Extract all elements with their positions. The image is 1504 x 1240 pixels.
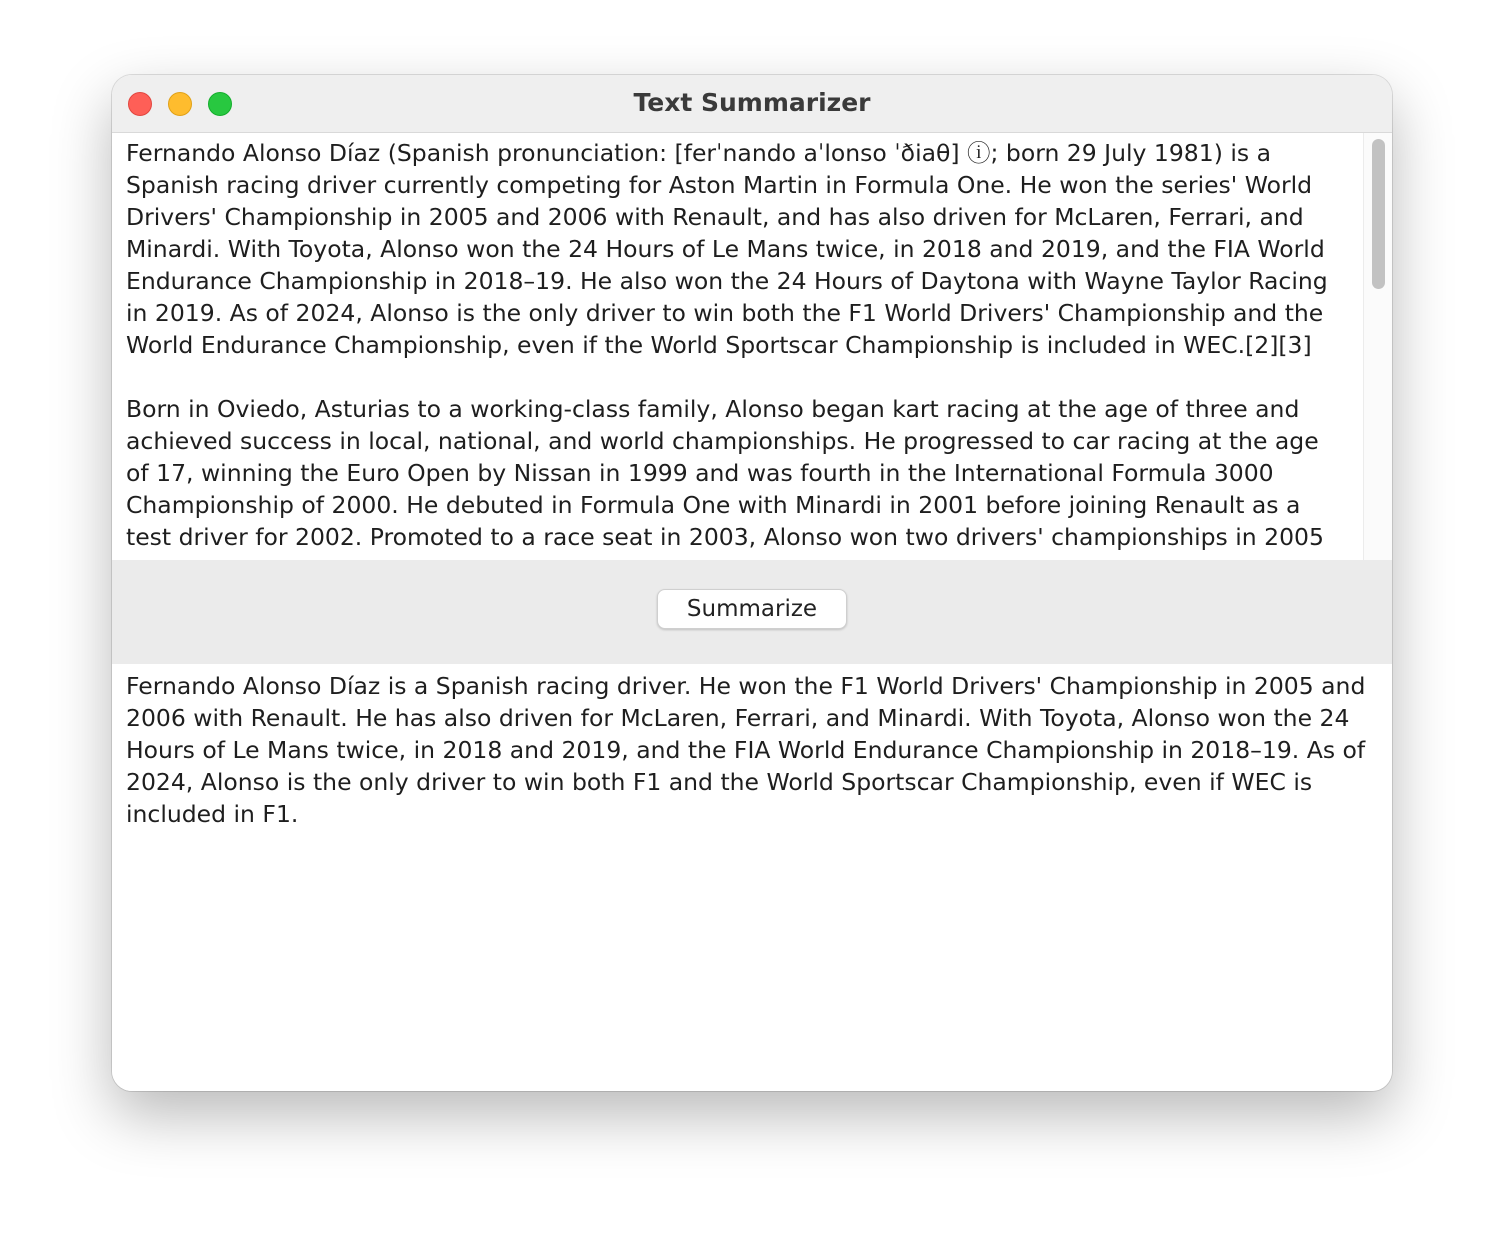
vertical-scrollbar[interactable] <box>1363 133 1392 560</box>
source-text[interactable]: Fernando Alonso Díaz (Spanish pronunciation: [ferˈnando aˈlonso ˈðiaθ] ⓘ; born 29 July 1981) is a Spanish racing driver currently competing for Aston Martin in Formula One. He won the series' World Drivers' Championship in 2005 and 2006 with Renault, and has also driven for McLaren, Ferrari, and Minardi. With Toyota, Alonso won the 24 Hours of Le Mans twice, in 2018 and 2019, and the FIA World Endurance Championship in 2018–19. He also won the 24 Hours of Daytona with Wayne Taylor Racing in 2019. As of 2024, Alonso is the only driver to win both the F1 World Drivers' Championship and the World Endurance Championship, even if the World Sportscar Championship is included in WEC.[2][3] Born in Oviedo, Asturias to a working-class family, Alonso began kart racing at the age of three and achieved success in local, national, and world championships. He progressed to car racing at the age of 17, winning the Euro Open by Nissan in 1999 and was fourth in the International Formula 3000 Championship of 2000. He debuted in Formula One with Minardi in 2001 before joining Renault as a test driver for 2002. Promoted to a race seat in 2003, Alonso won two drivers' championships in 2005 <box>126 139 1328 551</box>
summary-text[interactable]: Fernando Alonso Díaz is a Spanish racing driver. He won the F1 World Drivers' Championship in 2005 and 2006 with Renault. He has also driven for McLaren, Ferrari, and Minardi. With Toyota, Alonso won the 24 Hours of Le Mans twice, in 2018 and 2019, and the FIA World Endurance Championship in 2018–19. As of 2024, Alonso is the only driver to win both F1 and the World Sportscar Championship, even if WEC is included in F1. <box>126 672 1366 828</box>
scrollbar-thumb[interactable] <box>1372 139 1385 289</box>
source-text-editor[interactable] <box>112 133 1392 560</box>
window-title: Text Summarizer <box>633 88 871 117</box>
action-bar <box>112 560 1392 664</box>
summarize-button[interactable]: Summarize <box>657 589 847 629</box>
title-bar[interactable] <box>112 75 1392 133</box>
app-window <box>112 75 1392 1091</box>
summary-text-view[interactable] <box>112 664 1392 1091</box>
